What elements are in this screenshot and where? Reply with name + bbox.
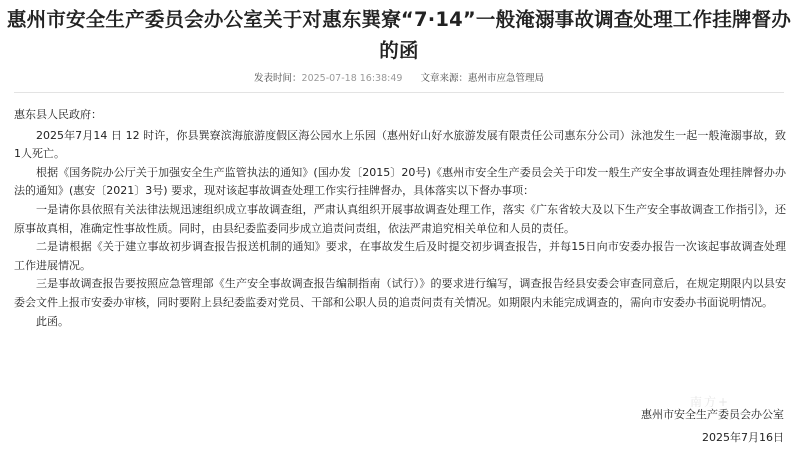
paragraph: 三是事故调查报告要按照应急管理部《生产安全事故调查报告编制指南（试行）》的要求进行编写，调查报告经县安委会审查同意后，在规定期限内以县安委会文件上报市安委办审核，同时要附上县纪委监委对党员、干部和公职人员的追责问责有关情况。如期限内未能完成调查的，需向市安委办书面说明情况。 — [14, 277, 786, 309]
closing-line: 此函。 — [36, 314, 69, 328]
article-meta — [0, 70, 798, 84]
signature-date: 2025年7月16日 — [702, 431, 784, 444]
article-source: 惠州市应急管理局 — [467, 73, 544, 84]
publish-time-label: 发表时间： — [254, 73, 302, 84]
article-title: 惠州市安全生产委员会办公室关于对惠东巽寮“7·14”一般淹溺事故调查处理工作挂牌督办的函 — [6, 8, 792, 62]
paragraph: 2025年7月14 日 12 时许，你县巽寮滨海旅游度假区海公园水上乐园（惠州好山好水旅游发展有限责任公司惠东分公司）泳池发生一起一般淹溺事故，致1人死亡。 — [14, 128, 786, 161]
signature-org: 惠州市安全生产委员会办公室 — [641, 408, 784, 421]
paragraph: 根据《国务院办公厅关于加强安全生产监管执法的通知》(国办发〔2015〕20号)《惠州市安全生产委员会关于印发一般生产安全事故调查处理挂牌督办办法的通知》(惠安〔2021〕3号) 要求，现对该起事故调查处理工作实行挂牌督办，具体落实以下督办事项： — [14, 165, 786, 198]
divider — [14, 92, 784, 93]
source-label: 文章来源： — [420, 73, 468, 84]
paragraph: 二是请根据《关于建立事故初步调查报告报送机制的通知》要求，在事故发生后及时提交初步调查报告，并每15日向市安委办报告一次该起事故调查处理工作进展情况。 — [14, 240, 786, 272]
article-body — [14, 106, 786, 331]
paragraph: 一是请你县依照有关法律法规迅速组织成立事故调查组，严肃认真组织开展事故调查处理工作，落实《广东省较大及以下生产安全事故调查工作指引》，还原事故真相，准确定性事故性质。同时，由县纪委监委同步成立追责问责组，依法严肃追究相关单位和人员的责任。 — [14, 202, 786, 235]
publish-time: 2025-07-18 16:38:49 — [301, 73, 403, 84]
watermark: 南方+ — [690, 395, 731, 409]
salutation: 惠东县人民政府： — [14, 108, 102, 121]
